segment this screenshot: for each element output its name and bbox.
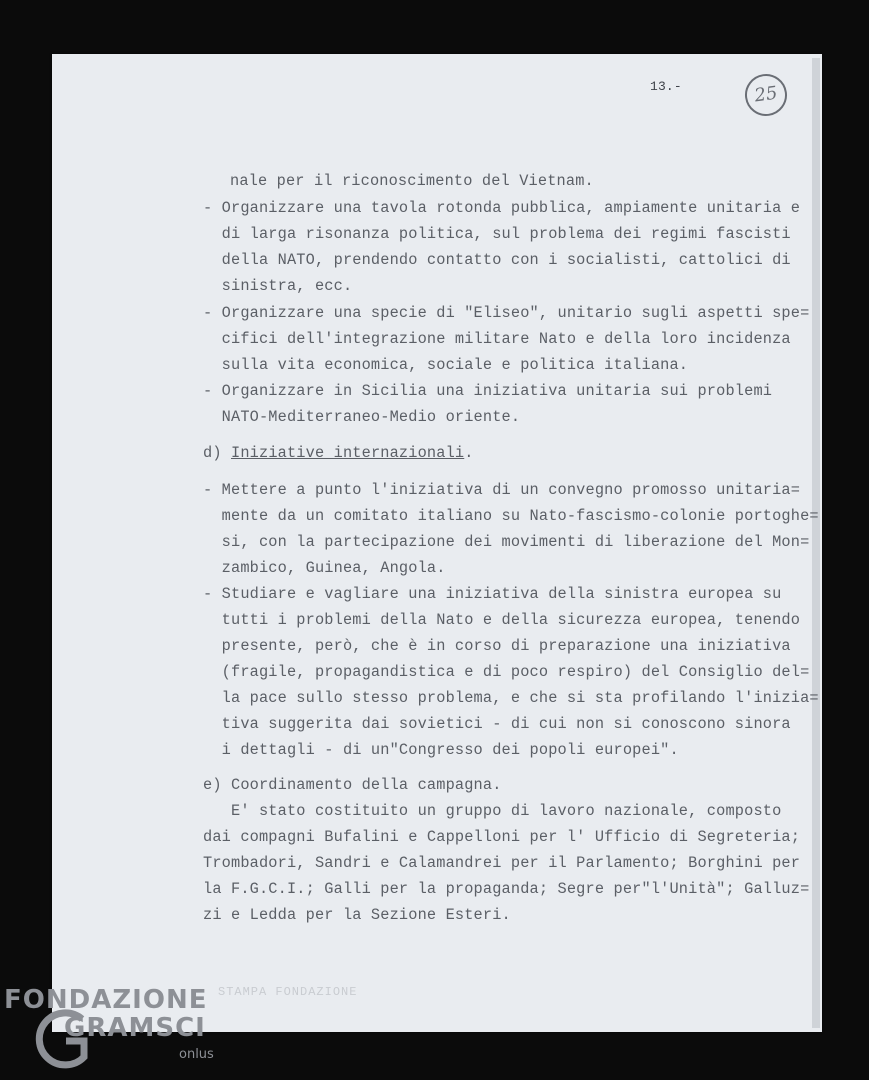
text-line: - Studiare e vagliare una iniziativa della sinistra europea su [203, 585, 782, 603]
logo-text-gramsci: GRAMSCI [64, 1013, 206, 1043]
logo-text-fondazione: FONDAZIONE [4, 985, 208, 1015]
text-line: NATO-Mediterraneo-Medio oriente. [203, 408, 521, 426]
section-heading-e: e) Coordinamento della campagna. [203, 776, 502, 794]
text-line: - Organizzare una tavola rotonda pubblica, ampiamente unitaria e [203, 199, 801, 217]
text-line: i dettagli - di un"Congresso dei popoli europei". [203, 741, 679, 759]
text-line: Trombadori, Sandri e Calamandrei per il Parlamento; Borghini per [203, 854, 801, 872]
text-line: zambico, Guinea, Angola. [203, 559, 446, 577]
text-line: sulla vita economica, sociale e politica italiana. [203, 356, 689, 374]
text-line: - Organizzare una specie di "Eliseo", unitario sugli aspetti spe= [203, 304, 810, 322]
text-line: presente, però, che è in corso di preparazione una iniziativa [203, 637, 791, 655]
section-heading-d [203, 440, 474, 466]
logo-text-onlus: onlus [179, 1047, 214, 1062]
archive-number: 25 [742, 71, 789, 118]
text-line: nale per il riconoscimento del Vietnam. [230, 172, 594, 190]
text-line: tiva suggerita dai sovietici - di cui non si conoscono sinora [203, 715, 791, 733]
text-line: cifici dell'integrazione militare Nato e della loro incidenza [203, 330, 791, 348]
faded-stamp: STAMPA FONDAZIONE [218, 985, 358, 999]
text-line: E' stato costituito un gruppo di lavoro nazionale, composto [203, 802, 782, 820]
text-line: si, con la partecipazione dei movimenti di liberazione del Mon= [203, 533, 810, 551]
text-line: zi e Ledda per la Sezione Esteri. [203, 906, 511, 924]
text-line: tutti i problemi della Nato e della sicurezza europea, tenendo [203, 611, 801, 629]
text-line: (fragile, propagandistica e di poco respiro) del Consiglio del= [203, 663, 810, 681]
text-line: - Mettere a punto l'iniziativa di un convegno promosso unitaria= [203, 481, 801, 499]
fondazione-gramsci-logo [4, 985, 219, 1080]
text-line: la pace sullo stesso problema, e che si sta profilando l'inizia= [203, 689, 819, 707]
section-dot: . [464, 444, 474, 462]
page-number: 13.- [650, 79, 682, 94]
text-line: mente da un comitato italiano su Nato-fascismo-colonie portoghe= [203, 507, 819, 525]
section-title: Iniziative internazionali [231, 444, 465, 462]
text-line: la F.G.C.I.; Galli per la propaganda; Segre per"l'Unità"; Galluz= [203, 880, 810, 898]
text-line: sinistra, ecc. [203, 277, 353, 295]
page-edge [812, 58, 820, 1028]
text-line: di larga risonanza politica, sul problema dei regimi fascisti [203, 225, 791, 243]
text-line: - Organizzare in Sicilia una iniziativa unitaria sui problemi [203, 382, 773, 400]
text-line: dai compagni Bufalini e Cappelloni per l' Ufficio di Segreteria; [203, 828, 801, 846]
text-line: della NATO, prendendo contatto con i socialisti, cattolici di [203, 251, 791, 269]
section-label: d) [203, 444, 231, 462]
